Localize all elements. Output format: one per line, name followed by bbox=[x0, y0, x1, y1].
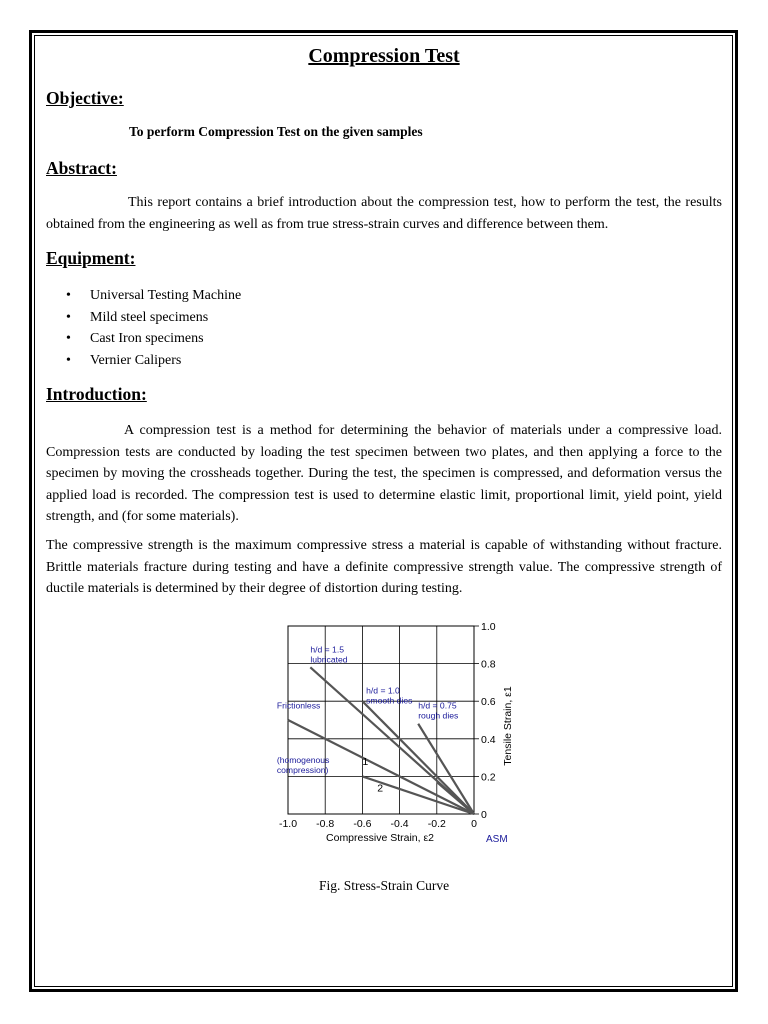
chart-annotation: lubricated bbox=[310, 654, 348, 665]
equipment-heading: Equipment: bbox=[46, 248, 136, 268]
chart-y-tick-label: 0.8 bbox=[481, 658, 496, 671]
list-item: • Universal Testing Machine bbox=[46, 285, 241, 307]
equipment-list bbox=[46, 285, 241, 371]
objective-heading: Objective: bbox=[46, 88, 124, 108]
abstract-paragraph: This report contains a brief introduction about the compression test, how to perform the test, the results obtained from the engineering as well as from true stress-strain curves and difference between them. bbox=[46, 195, 722, 232]
chart-y-tick-label: 0 bbox=[481, 809, 487, 821]
chart-annotation: rough dies bbox=[418, 710, 459, 721]
list-item: • Mild steel specimens bbox=[46, 307, 241, 329]
chart-x-tick-label: 0 bbox=[471, 818, 477, 830]
introduction-paragraph-2: The compressive strength is the maximum compressive stress a material is capable of withstanding without fracture. Brittle materials fracture during testing and have a definite compressive strength value. The compressive strength of ductile materials is determined by their degree of distortion during testing. bbox=[46, 538, 722, 596]
chart-annotation: Frictionless bbox=[276, 700, 321, 711]
objective-text: To perform Compression Test on the given samples bbox=[129, 124, 423, 139]
chart-x-tick-label: -0.2 bbox=[427, 818, 446, 830]
list-item: • Vernier Calipers bbox=[46, 350, 241, 372]
chart-annotation: h/d = 0.75 bbox=[418, 700, 457, 711]
chart-y-tick-label: 1.0 bbox=[481, 621, 496, 633]
list-item: • Cast Iron specimens bbox=[46, 328, 241, 350]
chart-y-tick-label: 0.2 bbox=[481, 771, 496, 784]
stress-strain-chart bbox=[270, 618, 520, 848]
chart-x-tick-label: -0.6 bbox=[353, 818, 372, 830]
chart-annotation: 1 bbox=[362, 756, 369, 769]
chart-annotation: (homogenous bbox=[276, 755, 330, 766]
chart-x-axis-label: Compressive Strain, ε2 bbox=[326, 832, 434, 844]
chart-x-tick-label: -1.0 bbox=[278, 818, 298, 830]
introduction-heading: Introduction: bbox=[46, 384, 147, 404]
chart-source-label: ASM bbox=[486, 834, 508, 845]
chart-y-tick-label: 0.6 bbox=[481, 696, 496, 709]
chart-annotation: 2 bbox=[377, 782, 384, 795]
chart-y-axis-label: Tensile Strain, ε1 bbox=[502, 686, 514, 766]
abstract-heading: Abstract: bbox=[46, 158, 117, 178]
chart-annotation: compression) bbox=[276, 765, 329, 776]
chart-x-tick-label: -0.8 bbox=[316, 818, 335, 830]
chart-annotation: h/d = 1.5 bbox=[310, 644, 345, 655]
introduction-paragraph-1: A compression test is a method for determining the behavior of materials under a compressive load. Compression tests are conducted by loading the test specimen between two plates, and then applying a force to the specimen by moving the crossheads together. During the test, the specimen is compressed, and deformation versus the applied load is recorded. The compression test is used to determine elastic limit, proportional limit, yield point, yield strength, and (for some materials). bbox=[46, 423, 722, 524]
page-title: Compression Test bbox=[308, 45, 460, 67]
figure-caption: Fig. Stress-Strain Curve bbox=[318, 878, 450, 893]
chart-y-tick-label: 0.4 bbox=[481, 733, 496, 746]
chart-x-tick-label: -0.4 bbox=[390, 818, 409, 830]
chart-annotation: smooth dies bbox=[366, 695, 413, 706]
chart-annotation: h/d = 1.0 bbox=[366, 685, 400, 696]
